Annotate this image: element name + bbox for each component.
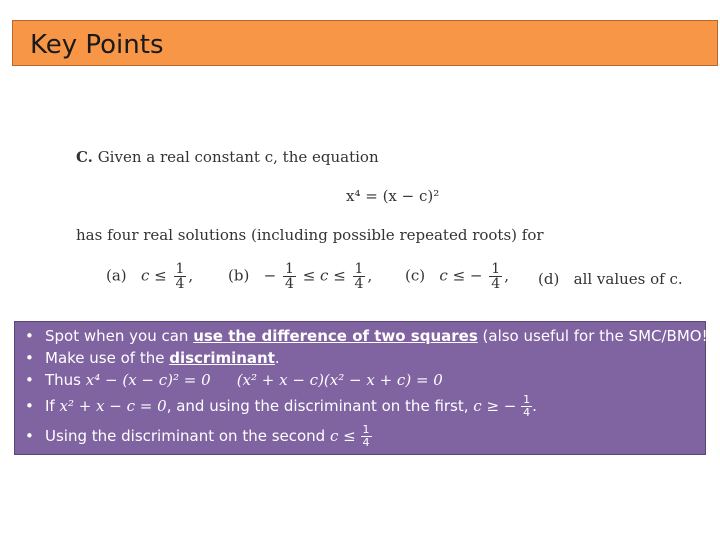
bullet-discriminant: • Make use of the discriminant. — [25, 349, 280, 367]
fraction: $\frac{1}{4}$ — [362, 423, 370, 449]
option-d: (d) all values of c. — [538, 270, 683, 288]
problem-intro — [76, 148, 379, 166]
fraction: $\frac{1}{4}$ — [175, 261, 185, 292]
key-points-box — [14, 321, 714, 455]
fraction: $\frac{1}{4}$ — [523, 393, 531, 419]
emphasis-difference-of-squares: use the difference of two squares — [193, 327, 478, 345]
bullet-difference-of-squares: • Spot when you can use the difference of two squares (also useful for the SMC/BMO!) — [25, 327, 714, 345]
option-a: (a) c ≤ $\frac{1}{4}$ , — [106, 261, 194, 292]
fraction: $\frac{1}{4}$ — [284, 261, 294, 292]
fraction: $\frac{1}{4}$ — [354, 261, 364, 292]
fraction: $\frac{1}{4}$ — [491, 261, 501, 292]
problem-label: C. — [76, 148, 93, 166]
problem-equation: x⁴ = (x − c)² — [346, 187, 440, 205]
bullet-factorisation: • Thus x⁴ − (x − c)² = 0 (x² + x − c)(x² − x + c) = 0 — [25, 371, 443, 389]
bullet-first-factor: • If x² + x − c = 0, and using the discriminant on the first, c ≥ − $\frac{1}{4}$ . — [25, 393, 537, 419]
bullet-second-factor: • Using the discriminant on the second c ≤ $\frac{1}{4}$ — [25, 423, 370, 449]
option-b: (b) − $\frac{1}{4}$ ≤ c ≤ $\frac{1}{4}$ , — [228, 261, 373, 292]
equation-quartic: x⁴ − (x − c)² = 0 — [85, 371, 211, 389]
option-c: (c) c ≤ − $\frac{1}{4}$ , — [405, 261, 509, 292]
equation-factored: (x² + x − c)(x² − x + c) = 0 — [236, 371, 443, 389]
problem-body-text: has four real solutions (including possible repeated roots) for — [76, 226, 544, 244]
emphasis-discriminant: discriminant — [169, 349, 275, 367]
problem-intro-text: Given a real constant c, the equation — [97, 148, 379, 166]
slide-title: Key Points — [30, 30, 164, 60]
equation-first-factor: x² + x − c = 0 — [59, 397, 167, 415]
